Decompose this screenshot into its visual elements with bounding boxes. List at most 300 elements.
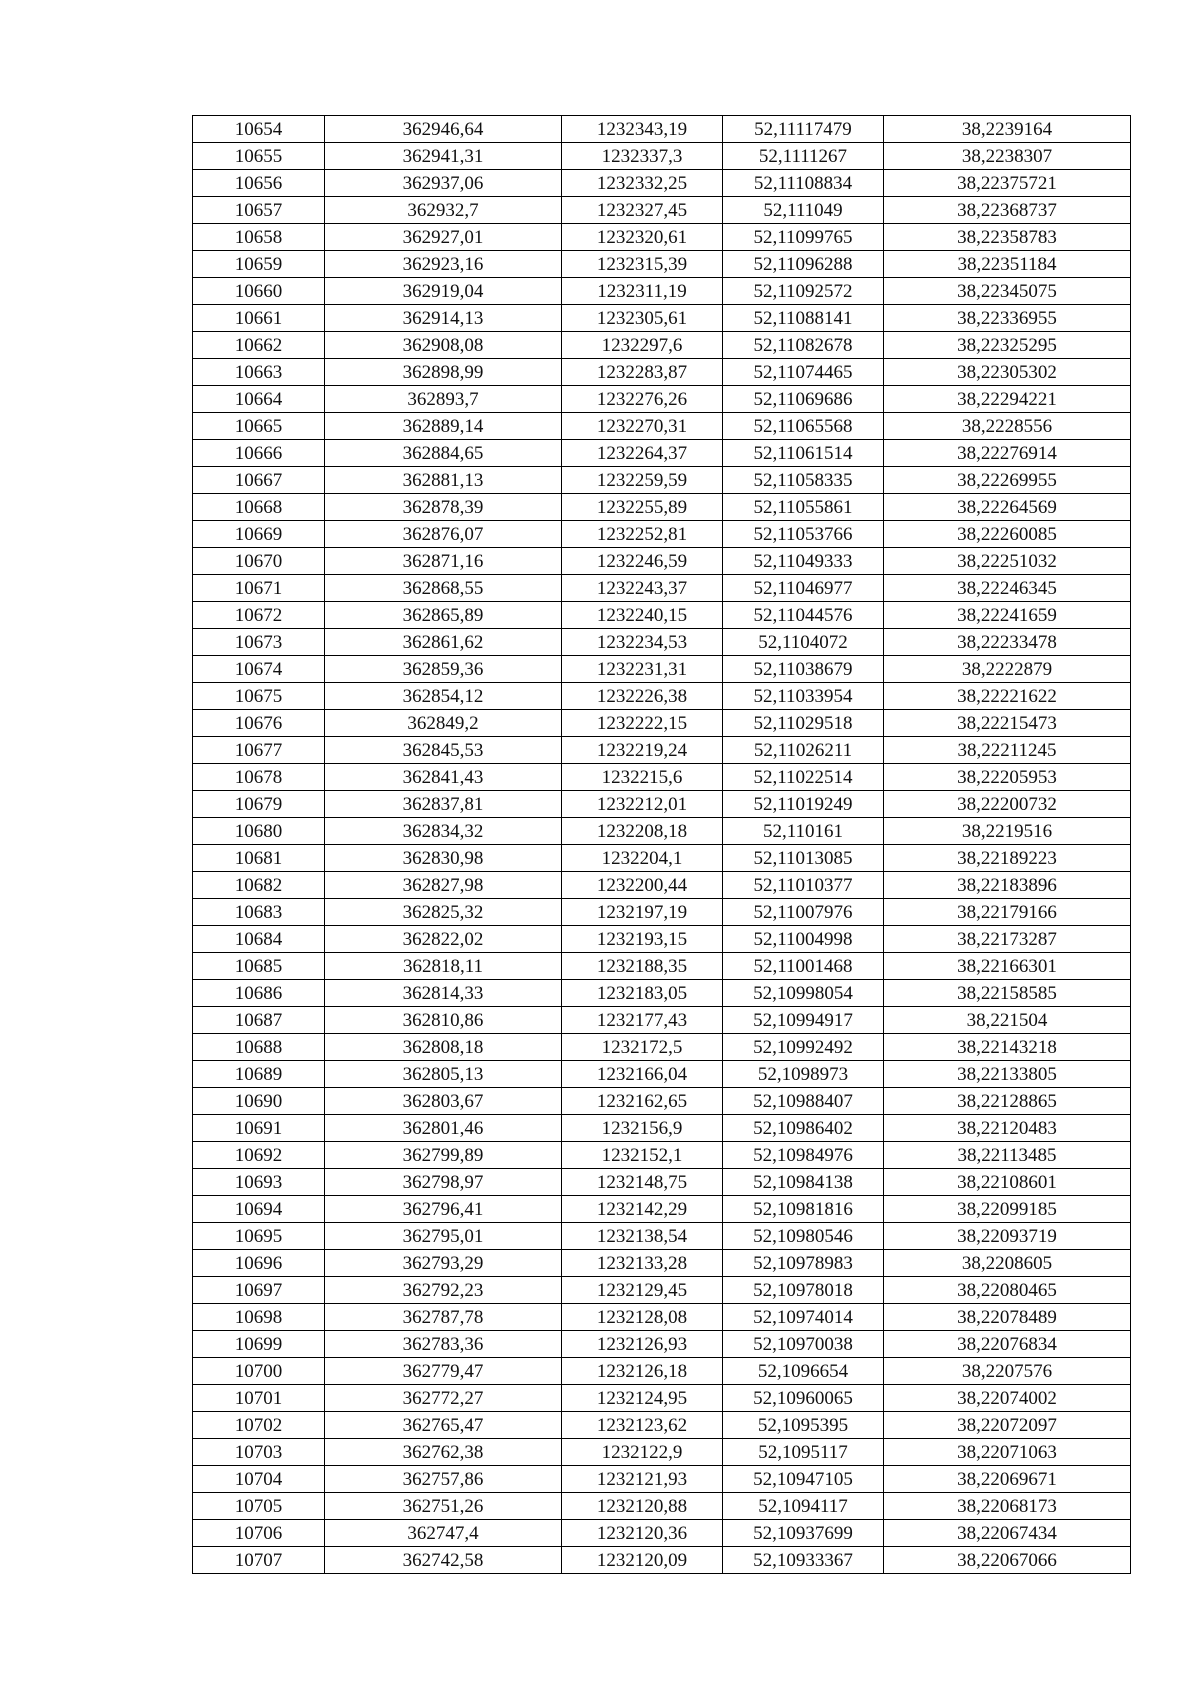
longitude-cell: 38,22246345	[884, 575, 1131, 602]
latitude-cell: 52,11069686	[723, 386, 884, 413]
latitude-cell: 52,11022514	[723, 764, 884, 791]
x-coordinate-cell: 362914,13	[325, 305, 562, 332]
longitude-cell: 38,22211245	[884, 737, 1131, 764]
y-coordinate-cell: 1232208,18	[562, 818, 723, 845]
point-number-cell: 10705	[193, 1493, 325, 1520]
longitude-cell: 38,22158585	[884, 980, 1131, 1007]
point-number-cell: 10662	[193, 332, 325, 359]
x-coordinate-cell: 362747,4	[325, 1520, 562, 1547]
longitude-cell: 38,22325295	[884, 332, 1131, 359]
x-coordinate-cell: 362801,46	[325, 1115, 562, 1142]
y-coordinate-cell: 1232252,81	[562, 521, 723, 548]
latitude-cell: 52,110161	[723, 818, 884, 845]
latitude-cell: 52,11082678	[723, 332, 884, 359]
x-coordinate-cell: 362742,58	[325, 1547, 562, 1574]
longitude-cell: 38,22074002	[884, 1385, 1131, 1412]
x-coordinate-cell: 362923,16	[325, 251, 562, 278]
table-row	[193, 629, 1131, 656]
y-coordinate-cell: 1232234,53	[562, 629, 723, 656]
point-number-cell: 10671	[193, 575, 325, 602]
latitude-cell: 52,10992492	[723, 1034, 884, 1061]
table-row	[193, 197, 1131, 224]
table-row	[193, 548, 1131, 575]
table-row	[193, 1520, 1131, 1547]
longitude-cell: 38,22305302	[884, 359, 1131, 386]
longitude-cell: 38,22166301	[884, 953, 1131, 980]
point-number-cell: 10661	[193, 305, 325, 332]
latitude-cell: 52,11108834	[723, 170, 884, 197]
y-coordinate-cell: 1232188,35	[562, 953, 723, 980]
table-row	[193, 224, 1131, 251]
y-coordinate-cell: 1232283,87	[562, 359, 723, 386]
y-coordinate-cell: 1232315,39	[562, 251, 723, 278]
point-number-cell: 10677	[193, 737, 325, 764]
x-coordinate-cell: 362772,27	[325, 1385, 562, 1412]
latitude-cell: 52,11088141	[723, 305, 884, 332]
y-coordinate-cell: 1232259,59	[562, 467, 723, 494]
x-coordinate-cell: 362795,01	[325, 1223, 562, 1250]
longitude-cell: 38,22069671	[884, 1466, 1131, 1493]
longitude-cell: 38,22233478	[884, 629, 1131, 656]
y-coordinate-cell: 1232123,62	[562, 1412, 723, 1439]
point-number-cell: 10702	[193, 1412, 325, 1439]
x-coordinate-cell: 362878,39	[325, 494, 562, 521]
latitude-cell: 52,11004998	[723, 926, 884, 953]
table-row	[193, 413, 1131, 440]
point-number-cell: 10697	[193, 1277, 325, 1304]
latitude-cell: 52,11061514	[723, 440, 884, 467]
y-coordinate-cell: 1232122,9	[562, 1439, 723, 1466]
table-row	[193, 953, 1131, 980]
latitude-cell: 52,10980546	[723, 1223, 884, 1250]
point-number-cell: 10681	[193, 845, 325, 872]
table-row	[193, 305, 1131, 332]
table-row	[193, 683, 1131, 710]
longitude-cell: 38,22336955	[884, 305, 1131, 332]
latitude-cell: 52,10986402	[723, 1115, 884, 1142]
y-coordinate-cell: 1232255,89	[562, 494, 723, 521]
point-number-cell: 10664	[193, 386, 325, 413]
y-coordinate-cell: 1232270,31	[562, 413, 723, 440]
point-number-cell: 10703	[193, 1439, 325, 1466]
point-number-cell: 10657	[193, 197, 325, 224]
point-number-cell: 10695	[193, 1223, 325, 1250]
latitude-cell: 52,11099765	[723, 224, 884, 251]
longitude-cell: 38,22215473	[884, 710, 1131, 737]
point-number-cell: 10660	[193, 278, 325, 305]
longitude-cell: 38,22080465	[884, 1277, 1131, 1304]
table-row	[193, 1034, 1131, 1061]
x-coordinate-cell: 362808,18	[325, 1034, 562, 1061]
latitude-cell: 52,11019249	[723, 791, 884, 818]
point-number-cell: 10693	[193, 1169, 325, 1196]
point-number-cell: 10691	[193, 1115, 325, 1142]
latitude-cell: 52,1094117	[723, 1493, 884, 1520]
x-coordinate-cell: 362889,14	[325, 413, 562, 440]
latitude-cell: 52,10978983	[723, 1250, 884, 1277]
longitude-cell: 38,2238307	[884, 143, 1131, 170]
point-number-cell: 10696	[193, 1250, 325, 1277]
longitude-cell: 38,22071063	[884, 1439, 1131, 1466]
latitude-cell: 52,10970038	[723, 1331, 884, 1358]
y-coordinate-cell: 1232193,15	[562, 926, 723, 953]
table-row	[193, 1169, 1131, 1196]
x-coordinate-cell: 362932,7	[325, 197, 562, 224]
longitude-cell: 38,22351184	[884, 251, 1131, 278]
point-number-cell: 10687	[193, 1007, 325, 1034]
longitude-cell: 38,22093719	[884, 1223, 1131, 1250]
table-row	[193, 1142, 1131, 1169]
x-coordinate-cell: 362893,7	[325, 386, 562, 413]
y-coordinate-cell: 1232177,43	[562, 1007, 723, 1034]
x-coordinate-cell: 362765,47	[325, 1412, 562, 1439]
x-coordinate-cell: 362757,86	[325, 1466, 562, 1493]
point-number-cell: 10658	[193, 224, 325, 251]
table-row	[193, 656, 1131, 683]
longitude-cell: 38,2222879	[884, 656, 1131, 683]
table-row	[193, 1277, 1131, 1304]
latitude-cell: 52,10981816	[723, 1196, 884, 1223]
table-row	[193, 170, 1131, 197]
table-row	[193, 1250, 1131, 1277]
longitude-cell: 38,22076834	[884, 1331, 1131, 1358]
y-coordinate-cell: 1232343,19	[562, 116, 723, 143]
longitude-cell: 38,22241659	[884, 602, 1131, 629]
longitude-cell: 38,22173287	[884, 926, 1131, 953]
x-coordinate-cell: 362834,32	[325, 818, 562, 845]
x-coordinate-cell: 362927,01	[325, 224, 562, 251]
longitude-cell: 38,22375721	[884, 170, 1131, 197]
y-coordinate-cell: 1232120,36	[562, 1520, 723, 1547]
x-coordinate-cell: 362884,65	[325, 440, 562, 467]
y-coordinate-cell: 1232166,04	[562, 1061, 723, 1088]
y-coordinate-cell: 1232276,26	[562, 386, 723, 413]
longitude-cell: 38,22067066	[884, 1547, 1131, 1574]
latitude-cell: 52,11038679	[723, 656, 884, 683]
y-coordinate-cell: 1232172,5	[562, 1034, 723, 1061]
point-number-cell: 10673	[193, 629, 325, 656]
longitude-cell: 38,22345075	[884, 278, 1131, 305]
table-row	[193, 1493, 1131, 1520]
point-number-cell: 10682	[193, 872, 325, 899]
y-coordinate-cell: 1232215,6	[562, 764, 723, 791]
y-coordinate-cell: 1232197,19	[562, 899, 723, 926]
latitude-cell: 52,10947105	[723, 1466, 884, 1493]
table-row	[193, 251, 1131, 278]
latitude-cell: 52,11096288	[723, 251, 884, 278]
y-coordinate-cell: 1232320,61	[562, 224, 723, 251]
table-row	[193, 926, 1131, 953]
longitude-cell: 38,22260085	[884, 521, 1131, 548]
latitude-cell: 52,1095395	[723, 1412, 884, 1439]
table-row	[193, 278, 1131, 305]
y-coordinate-cell: 1232226,38	[562, 683, 723, 710]
latitude-cell: 52,11033954	[723, 683, 884, 710]
x-coordinate-cell: 362854,12	[325, 683, 562, 710]
y-coordinate-cell: 1232222,15	[562, 710, 723, 737]
longitude-cell: 38,22113485	[884, 1142, 1131, 1169]
y-coordinate-cell: 1232124,95	[562, 1385, 723, 1412]
longitude-cell: 38,2219516	[884, 818, 1131, 845]
x-coordinate-cell: 362814,33	[325, 980, 562, 1007]
latitude-cell: 52,1111267	[723, 143, 884, 170]
latitude-cell: 52,11117479	[723, 116, 884, 143]
point-number-cell: 10678	[193, 764, 325, 791]
table-row	[193, 1115, 1131, 1142]
x-coordinate-cell: 362803,67	[325, 1088, 562, 1115]
table-row	[193, 791, 1131, 818]
x-coordinate-cell: 362818,11	[325, 953, 562, 980]
y-coordinate-cell: 1232120,09	[562, 1547, 723, 1574]
table-row	[193, 116, 1131, 143]
point-number-cell: 10654	[193, 116, 325, 143]
x-coordinate-cell: 362783,36	[325, 1331, 562, 1358]
point-number-cell: 10672	[193, 602, 325, 629]
point-number-cell: 10689	[193, 1061, 325, 1088]
point-number-cell: 10659	[193, 251, 325, 278]
longitude-cell: 38,2228556	[884, 413, 1131, 440]
y-coordinate-cell: 1232327,45	[562, 197, 723, 224]
y-coordinate-cell: 1232128,08	[562, 1304, 723, 1331]
x-coordinate-cell: 362871,16	[325, 548, 562, 575]
point-number-cell: 10655	[193, 143, 325, 170]
y-coordinate-cell: 1232332,25	[562, 170, 723, 197]
table-row	[193, 1223, 1131, 1250]
longitude-cell: 38,22221622	[884, 683, 1131, 710]
x-coordinate-cell: 362762,38	[325, 1439, 562, 1466]
x-coordinate-cell: 362827,98	[325, 872, 562, 899]
longitude-cell: 38,2207576	[884, 1358, 1131, 1385]
longitude-cell: 38,2239164	[884, 116, 1131, 143]
y-coordinate-cell: 1232243,37	[562, 575, 723, 602]
table-row	[193, 1358, 1131, 1385]
longitude-cell: 38,22269955	[884, 467, 1131, 494]
table-row	[193, 1304, 1131, 1331]
table-row	[193, 467, 1131, 494]
point-number-cell: 10694	[193, 1196, 325, 1223]
y-coordinate-cell: 1232138,54	[562, 1223, 723, 1250]
table-row	[193, 143, 1131, 170]
x-coordinate-cell: 362825,32	[325, 899, 562, 926]
longitude-cell: 38,22072097	[884, 1412, 1131, 1439]
longitude-cell: 38,22068173	[884, 1493, 1131, 1520]
point-number-cell: 10700	[193, 1358, 325, 1385]
x-coordinate-cell: 362787,78	[325, 1304, 562, 1331]
latitude-cell: 52,11074465	[723, 359, 884, 386]
table-row	[193, 1385, 1131, 1412]
latitude-cell: 52,10994917	[723, 1007, 884, 1034]
y-coordinate-cell: 1232156,9	[562, 1115, 723, 1142]
longitude-cell: 38,22294221	[884, 386, 1131, 413]
latitude-cell: 52,11013085	[723, 845, 884, 872]
point-number-cell: 10670	[193, 548, 325, 575]
longitude-cell: 38,22143218	[884, 1034, 1131, 1061]
x-coordinate-cell: 362792,23	[325, 1277, 562, 1304]
table-row	[193, 521, 1131, 548]
point-number-cell: 10704	[193, 1466, 325, 1493]
longitude-cell: 38,22276914	[884, 440, 1131, 467]
y-coordinate-cell: 1232297,6	[562, 332, 723, 359]
table-row	[193, 332, 1131, 359]
point-number-cell: 10665	[193, 413, 325, 440]
table-row	[193, 602, 1131, 629]
y-coordinate-cell: 1232133,28	[562, 1250, 723, 1277]
x-coordinate-cell: 362751,26	[325, 1493, 562, 1520]
point-number-cell: 10676	[193, 710, 325, 737]
x-coordinate-cell: 362779,47	[325, 1358, 562, 1385]
y-coordinate-cell: 1232183,05	[562, 980, 723, 1007]
latitude-cell: 52,10960065	[723, 1385, 884, 1412]
point-number-cell: 10666	[193, 440, 325, 467]
longitude-cell: 38,22183896	[884, 872, 1131, 899]
y-coordinate-cell: 1232231,31	[562, 656, 723, 683]
x-coordinate-cell: 362799,89	[325, 1142, 562, 1169]
x-coordinate-cell: 362793,29	[325, 1250, 562, 1277]
table-row	[193, 1547, 1131, 1574]
longitude-cell: 38,22205953	[884, 764, 1131, 791]
table-row	[193, 1061, 1131, 1088]
latitude-cell: 52,1095117	[723, 1439, 884, 1466]
point-number-cell: 10683	[193, 899, 325, 926]
longitude-cell: 38,22179166	[884, 899, 1131, 926]
latitude-cell: 52,10978018	[723, 1277, 884, 1304]
point-number-cell: 10675	[193, 683, 325, 710]
x-coordinate-cell: 362881,13	[325, 467, 562, 494]
table-row	[193, 1331, 1131, 1358]
table-row	[193, 899, 1131, 926]
y-coordinate-cell: 1232212,01	[562, 791, 723, 818]
latitude-cell: 52,11053766	[723, 521, 884, 548]
y-coordinate-cell: 1232148,75	[562, 1169, 723, 1196]
point-number-cell: 10698	[193, 1304, 325, 1331]
latitude-cell: 52,10984976	[723, 1142, 884, 1169]
x-coordinate-cell: 362861,62	[325, 629, 562, 656]
y-coordinate-cell: 1232162,65	[562, 1088, 723, 1115]
x-coordinate-cell: 362796,41	[325, 1196, 562, 1223]
point-number-cell: 10680	[193, 818, 325, 845]
latitude-cell: 52,111049	[723, 197, 884, 224]
x-coordinate-cell: 362837,81	[325, 791, 562, 818]
table-row	[193, 1088, 1131, 1115]
x-coordinate-cell: 362859,36	[325, 656, 562, 683]
latitude-cell: 52,11007976	[723, 899, 884, 926]
x-coordinate-cell: 362908,08	[325, 332, 562, 359]
y-coordinate-cell: 1232219,24	[562, 737, 723, 764]
y-coordinate-cell: 1232200,44	[562, 872, 723, 899]
point-number-cell: 10679	[193, 791, 325, 818]
table-row	[193, 575, 1131, 602]
x-coordinate-cell: 362798,97	[325, 1169, 562, 1196]
y-coordinate-cell: 1232305,61	[562, 305, 723, 332]
table-row	[193, 386, 1131, 413]
y-coordinate-cell: 1232264,37	[562, 440, 723, 467]
y-coordinate-cell: 1232142,29	[562, 1196, 723, 1223]
table-row	[193, 1007, 1131, 1034]
latitude-cell: 52,11010377	[723, 872, 884, 899]
point-number-cell: 10701	[193, 1385, 325, 1412]
latitude-cell: 52,11026211	[723, 737, 884, 764]
latitude-cell: 52,11001468	[723, 953, 884, 980]
x-coordinate-cell: 362941,31	[325, 143, 562, 170]
point-number-cell: 10707	[193, 1547, 325, 1574]
latitude-cell: 52,11046977	[723, 575, 884, 602]
x-coordinate-cell: 362810,86	[325, 1007, 562, 1034]
latitude-cell: 52,11058335	[723, 467, 884, 494]
point-number-cell: 10685	[193, 953, 325, 980]
point-number-cell: 10669	[193, 521, 325, 548]
point-number-cell: 10663	[193, 359, 325, 386]
table-row	[193, 710, 1131, 737]
y-coordinate-cell: 1232246,59	[562, 548, 723, 575]
longitude-cell: 38,22189223	[884, 845, 1131, 872]
latitude-cell: 52,11092572	[723, 278, 884, 305]
coordinates-table	[192, 115, 1131, 1574]
latitude-cell: 52,10988407	[723, 1088, 884, 1115]
latitude-cell: 52,10933367	[723, 1547, 884, 1574]
y-coordinate-cell: 1232337,3	[562, 143, 723, 170]
y-coordinate-cell: 1232240,15	[562, 602, 723, 629]
longitude-cell: 38,22358783	[884, 224, 1131, 251]
point-number-cell: 10690	[193, 1088, 325, 1115]
longitude-cell: 38,221504	[884, 1007, 1131, 1034]
table-row	[193, 1412, 1131, 1439]
point-number-cell: 10688	[193, 1034, 325, 1061]
point-number-cell: 10684	[193, 926, 325, 953]
table-row	[193, 359, 1131, 386]
table-row	[193, 980, 1131, 1007]
latitude-cell: 52,10998054	[723, 980, 884, 1007]
x-coordinate-cell: 362841,43	[325, 764, 562, 791]
y-coordinate-cell: 1232126,93	[562, 1331, 723, 1358]
table-row	[193, 737, 1131, 764]
point-number-cell: 10674	[193, 656, 325, 683]
x-coordinate-cell: 362865,89	[325, 602, 562, 629]
latitude-cell: 52,1104072	[723, 629, 884, 656]
x-coordinate-cell: 362946,64	[325, 116, 562, 143]
table-row	[193, 440, 1131, 467]
latitude-cell: 52,10937699	[723, 1520, 884, 1547]
table-row	[193, 1196, 1131, 1223]
y-coordinate-cell: 1232204,1	[562, 845, 723, 872]
longitude-cell: 38,22133805	[884, 1061, 1131, 1088]
longitude-cell: 38,22264569	[884, 494, 1131, 521]
table-row	[193, 764, 1131, 791]
latitude-cell: 52,10974014	[723, 1304, 884, 1331]
longitude-cell: 38,22128865	[884, 1088, 1131, 1115]
x-coordinate-cell: 362919,04	[325, 278, 562, 305]
point-number-cell: 10706	[193, 1520, 325, 1547]
x-coordinate-cell: 362937,06	[325, 170, 562, 197]
x-coordinate-cell: 362845,53	[325, 737, 562, 764]
table-row	[193, 845, 1131, 872]
x-coordinate-cell: 362849,2	[325, 710, 562, 737]
x-coordinate-cell: 362805,13	[325, 1061, 562, 1088]
latitude-cell: 52,11044576	[723, 602, 884, 629]
point-number-cell: 10668	[193, 494, 325, 521]
table-row	[193, 1466, 1131, 1493]
point-number-cell: 10656	[193, 170, 325, 197]
x-coordinate-cell: 362876,07	[325, 521, 562, 548]
table-row	[193, 818, 1131, 845]
y-coordinate-cell: 1232121,93	[562, 1466, 723, 1493]
longitude-cell: 38,2208605	[884, 1250, 1131, 1277]
latitude-cell: 52,1098973	[723, 1061, 884, 1088]
latitude-cell: 52,11049333	[723, 548, 884, 575]
longitude-cell: 38,22368737	[884, 197, 1131, 224]
y-coordinate-cell: 1232126,18	[562, 1358, 723, 1385]
latitude-cell: 52,10984138	[723, 1169, 884, 1196]
x-coordinate-cell: 362822,02	[325, 926, 562, 953]
